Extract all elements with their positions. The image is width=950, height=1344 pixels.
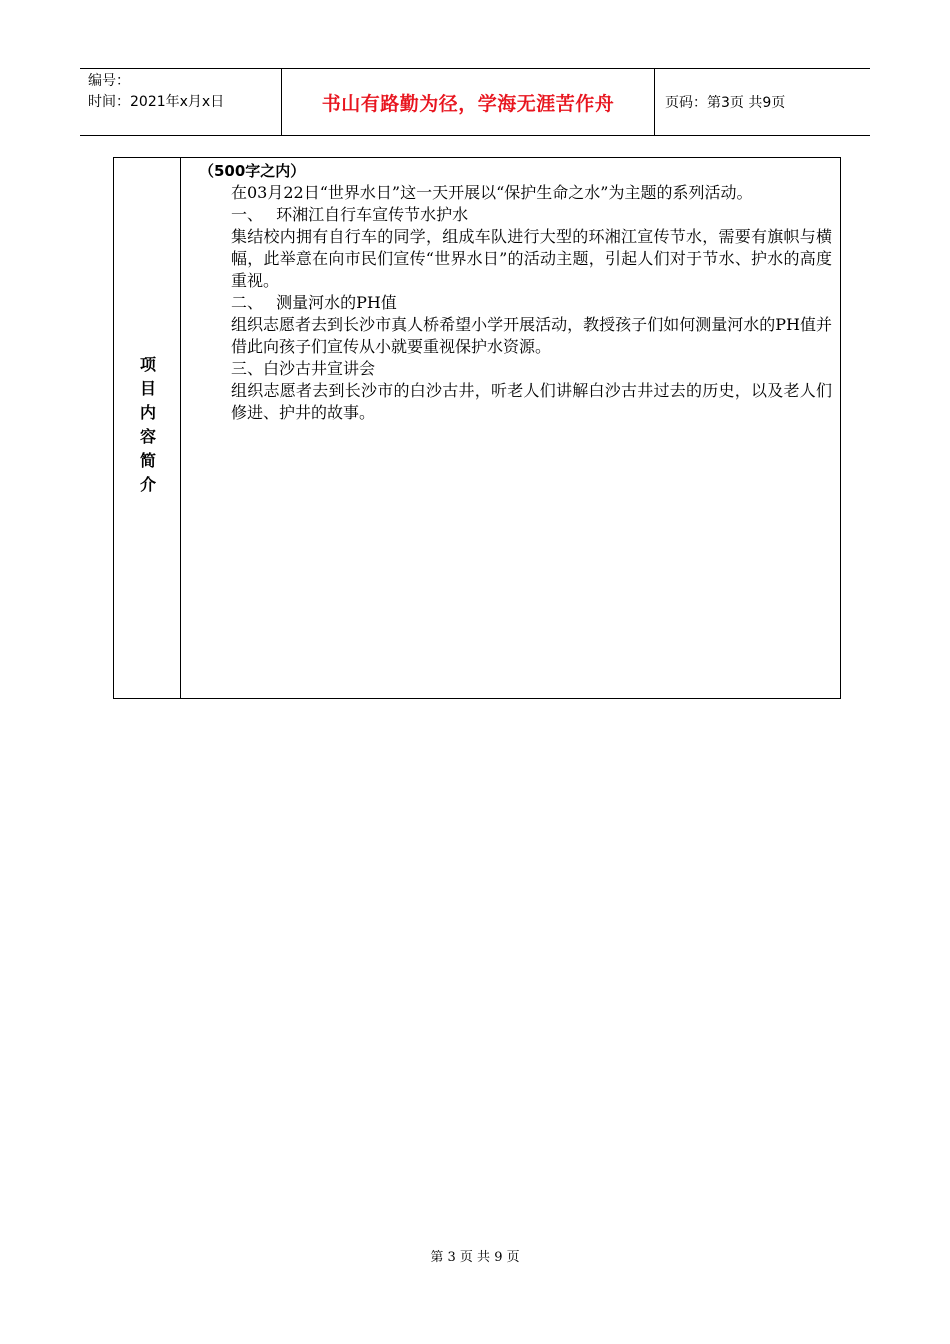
word-limit-note: （500字之内） [199, 162, 306, 180]
page-footer [0, 1246, 950, 1265]
section-body-2: 组织志愿者去到长沙市真人桥希望小学开展活动，教授孩子们如何测量河水的PH值并借此向孩子们宣传从小就要重视保护水资源。 [231, 315, 832, 356]
section-heading-1: 一、 环湘江自行车宣传节水护水 [231, 205, 469, 224]
page-header [80, 68, 870, 136]
section-body-3: 组织志愿者去到长沙市的白沙古井，听老人们讲解白沙古井过去的历史，以及老人们修进、护井的故事。 [231, 381, 832, 422]
row-label-cell [114, 158, 181, 698]
motto-text: 书山有路勤为径，学海无涯苦作舟 [321, 92, 615, 115]
footer-page-number: 第 3 页 共 9 页 [430, 1250, 520, 1265]
section-heading-2: 二、 测量河水的PH值 [231, 293, 397, 312]
header-page-info [655, 69, 870, 135]
number-label: 编号： [88, 73, 130, 89]
section-body-1: 集结校内拥有自行车的同学，组成车队进行大型的环湘江宣传节水，需要有旗帜与横幅，此举意在向市民们宣传“世界水日”的活动主题，引起人们对于节水、护水的高度重视。 [231, 227, 832, 290]
project-summary-table [113, 157, 841, 699]
intro-paragraph [231, 182, 832, 204]
content-cell [181, 158, 840, 698]
header-motto-cell [281, 69, 655, 135]
section-heading-3: 三、白沙古井宣讲会 [231, 359, 376, 378]
intro-text: 在03月22日“世界水日”这一天开展以“保护生命之水”为主题的系列活动。 [231, 183, 753, 202]
header-meta [80, 69, 281, 135]
time-label: 时间：2021年x月x日 [88, 94, 225, 110]
row-label: 项目内容简介 [137, 356, 157, 500]
page-info-text: 页码：第3页 共9页 [665, 95, 786, 111]
